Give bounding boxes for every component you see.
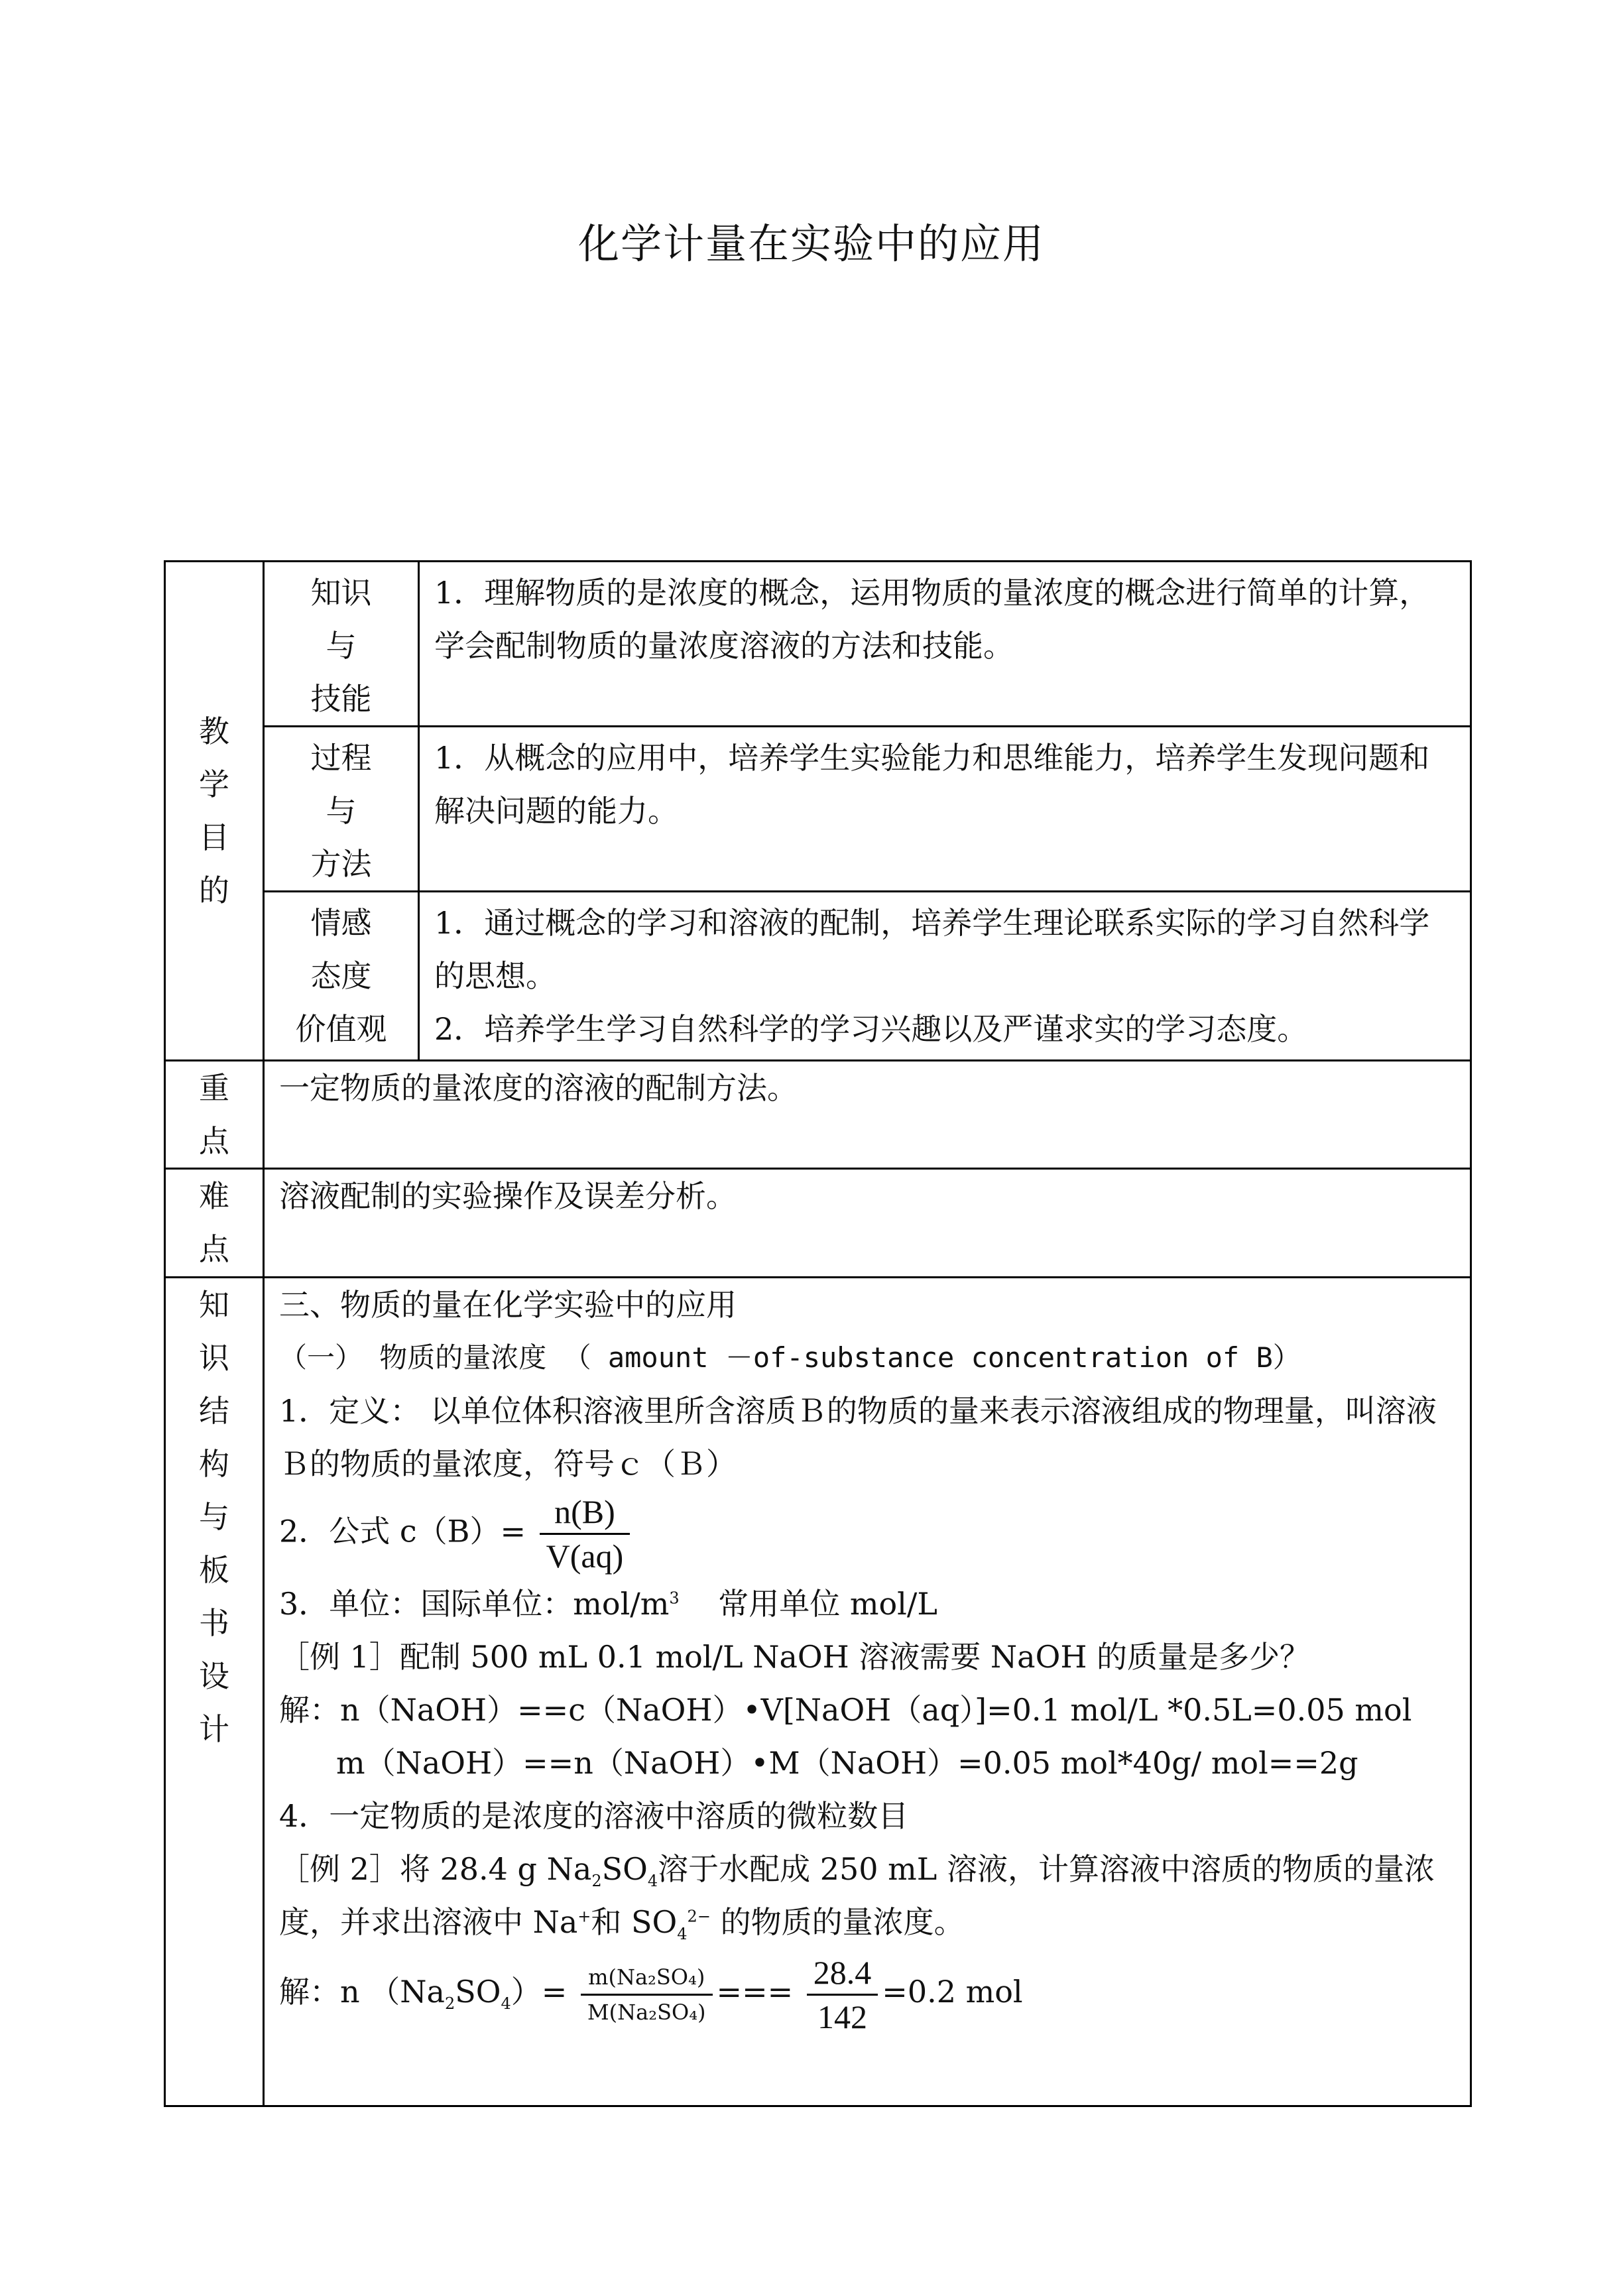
label-attitude: 情感 态度 价值观 bbox=[264, 892, 419, 1061]
objective-row-attitude bbox=[165, 892, 1471, 1061]
solution-1b: m（NaOH）==n（NaOH）•M（NaOH）=0.05 mol*40g/ mol==2g bbox=[336, 1745, 1358, 1781]
example-1: ［例 1］配制 500 mL 0.1 mol/L NaOH 溶液需要 NaOH 的质量是多少？ bbox=[279, 1639, 1311, 1675]
key-point-text: 一定物质的量浓度的溶液的配制方法。 bbox=[264, 1061, 1471, 1169]
definition-text: 1．定义： 以单位体积溶液里所含溶质Ｂ的物质的量来表示溶液组成的物理量，叫溶液Ｂ的物质的量浓度，符号ｃ（Ｂ） bbox=[279, 1393, 1437, 1482]
solution-1a: 解：n（NaOH）==c（NaOH）•V[NaOH（aq）]=0.1 mol/L *0.5L=0.05 mol bbox=[279, 1692, 1412, 1728]
objective-row-knowledge bbox=[165, 562, 1471, 727]
difficulty-row bbox=[165, 1169, 1471, 1278]
content-attitude: 1．通过概念的学习和溶液的配制，培养学生理论联系实际的学习自然科学的思想。 2．培养学生学习自然科学的学习兴趣以及严谨求实的学习态度。 bbox=[419, 892, 1471, 1061]
content-process: 1．从概念的应用中，培养学生实验能力和思维能力，培养学生发现问题和解决问题的能力。 bbox=[419, 727, 1471, 892]
knowledge-header: 知 识 结 构 与 板 书 设 计 bbox=[165, 1278, 264, 2106]
unit-line: 3．单位：国际单位：mol/$m^3$ 常用单位 mol/L bbox=[279, 1586, 937, 1622]
content-knowledge: 1．理解物质的是浓度的概念，运用物质的量浓度的概念进行简单的计算，学会配制物质的量浓度溶液的方法和技能。 bbox=[419, 562, 1471, 727]
mass-over-molar-mass-fraction: $\frac{\text{m(Na₂SO₄)}}{\text{M(Na₂SO₄)}}$ bbox=[581, 1961, 713, 2029]
subsection-heading: （一） 物质的量浓度 （ amount －of-substance concentration of B） bbox=[279, 1341, 1301, 1374]
concentration-fraction: $\frac{n(B)}{V(aq)}$ bbox=[540, 1490, 631, 1577]
knowledge-content bbox=[264, 1278, 1471, 2106]
lesson-plan-table bbox=[164, 560, 1472, 2107]
formula-line: 2．公式 c（B）= $\frac{n(B)}{V(aq)}$ bbox=[279, 1490, 1458, 1577]
difficulty-text: 溶液配制的实验操作及误差分析。 bbox=[264, 1169, 1471, 1278]
objectives-header: 教 学 目 的 bbox=[165, 562, 264, 1061]
key-point-row bbox=[165, 1061, 1471, 1169]
knowledge-row bbox=[165, 1278, 1471, 2106]
point-4: 4．一定物质的是浓度的溶液中溶质的微粒数目 bbox=[279, 1798, 909, 1834]
example-2: ［例 2］将 28.4 g $Na_2SO_4$溶于水配成 250 mL 溶液，计算溶液中溶质的物质的量浓度，并求出溶液中 Na+和 $SO_4^{2-}$ 的物质的量浓度。 bbox=[279, 1851, 1435, 1944]
solution-2: 解：n $(Na_2SO_4)=$ $\frac{\text{m(Na₂SO₄)}}{\text{M(Na₂SO₄)}}$ === $\frac{28.4}{142}$ =0.2 mol bbox=[279, 1949, 1458, 2038]
key-point-header: 重 点 bbox=[165, 1061, 264, 1169]
section-heading: 三、物质的量在化学实验中的应用 bbox=[279, 1287, 737, 1323]
difficulty-header: 难 点 bbox=[165, 1169, 264, 1278]
label-process: 过程 与 方法 bbox=[264, 727, 419, 892]
objective-row-process bbox=[165, 727, 1471, 892]
numeric-fraction: $\frac{28.4}{142}$ bbox=[807, 1951, 878, 2038]
label-knowledge: 知识 与 技能 bbox=[264, 562, 419, 727]
page-title: 化学计量在实验中的应用 bbox=[577, 219, 1045, 268]
